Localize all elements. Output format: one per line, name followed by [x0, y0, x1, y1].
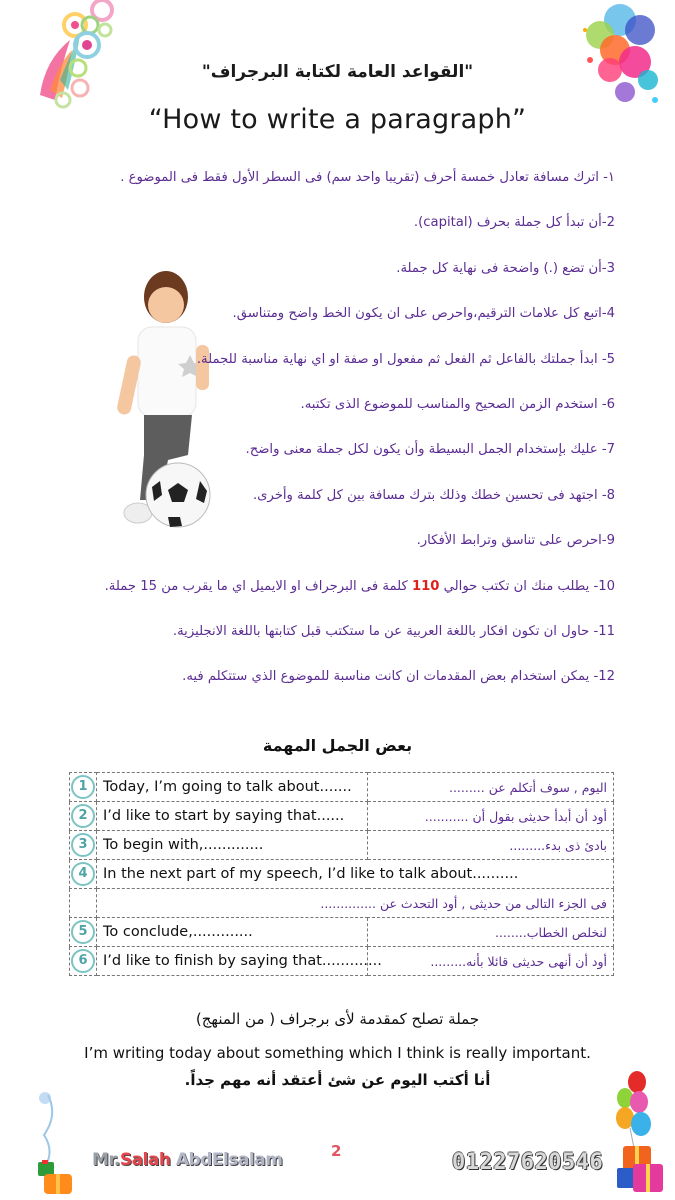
- row-number-badge: 1: [71, 775, 95, 799]
- rule-item: ١- اترك مسافة تعادل خمسة أحرف (تقريبا واحد سم) فى السطر الأول فقط فى الموضوع .: [120, 170, 615, 185]
- phrase-english: To conclude,.............: [97, 918, 368, 947]
- rule-item: 11- حاول ان تكون افكار باللغة العربية عن ما ستكتب قبل كتابتها باللغة الانجليزية.: [172, 623, 615, 639]
- sample-sentence-english: I’m writing today about something which I think is really important.: [84, 1044, 591, 1062]
- rule-item: 7- عليك بإستخدام الجمل البسيطة وأن يكون لكل جملة معنى واضح.: [245, 442, 615, 458]
- table-row: [70, 773, 614, 802]
- rule-item: 6- استخدم الزمن الصحيح والمناسب للموضوع الذى تكتبه.: [300, 396, 615, 412]
- phrase-arabic: بادئ ذى بدء.........: [368, 831, 614, 860]
- row-number-badge: 3: [71, 833, 95, 857]
- phrase-english: In the next part of my speech, I’d like to talk about..........: [97, 860, 614, 889]
- phone-number: 01227620546: [452, 1150, 604, 1175]
- rule-item: 9-احرص على تناسق وترابط الأفكار.: [416, 533, 615, 549]
- sample-intro-title: جملة تصلح كمقدمة لأى برجراف ( من المنهج): [195, 1010, 480, 1028]
- table-row: [70, 918, 614, 947]
- row-number-badge: 5: [71, 920, 95, 944]
- rule-item: 8- اجتهد فى تحسين خطك وذلك بترك مسافة بين كل كلمة وأخرى.: [252, 487, 615, 503]
- paint-splash-top-right-icon: [570, 0, 670, 110]
- page-number: 2: [331, 1142, 342, 1160]
- rule-text: 10- يطلب منك ان تكتب حوالي: [439, 578, 615, 594]
- table-row: [70, 889, 614, 918]
- word-count-highlight: 110: [411, 578, 440, 594]
- rule-item: 5- ابدأ جملتك بالفاعل ثم الفعل ثم مفعول او صفة او اي نهاية مناسبة للجملة.: [196, 351, 615, 367]
- rules-list: [104, 168, 615, 713]
- balloons-gifts-decoration-right-icon: [595, 1068, 675, 1200]
- rule-text: كلمة فى البرجراف او الايميل اي ما يقرب من 15 جملة.: [104, 578, 412, 594]
- phrase-arabic: لنخلص الخطاب........: [368, 918, 614, 947]
- rule-item: [104, 577, 615, 622]
- rule-item: 2-أن تبدأ كل جملة بحرف (capital).: [413, 215, 615, 231]
- table-row: [70, 831, 614, 860]
- row-number-badge: 4: [71, 862, 95, 886]
- rule-item: 4-اتبع كل علامات الترقيم،واحرص على ان يكون الخط واضح ومتناسق.: [232, 306, 615, 322]
- page-title-arabic: "القواعد العامة لكتابة البرجراف": [201, 62, 474, 82]
- gift-balloon-decoration-left-icon: [30, 1090, 80, 1200]
- phrase-arabic: اليوم , سوف أتكلم عن .........: [368, 773, 614, 802]
- author-name: Mr.Salah AbdElsalam: [92, 1150, 283, 1170]
- phrase-english: I’d like to start by saying that......: [97, 802, 368, 831]
- rule-item: 3-أن تضع (.) واضحة فى نهاية كل جملة.: [396, 260, 615, 276]
- page-title-english: “How to write a paragraph”: [148, 104, 527, 135]
- row-number-badge: 2: [71, 804, 95, 828]
- rule-item: 12- يمكن استخدام بعض المقدمات ان كانت مناسبة للموضوع الذي ستتكلم فيه.: [182, 669, 615, 685]
- table-row: [70, 860, 614, 889]
- phrase-arabic: أود أن أنهى حديثى قائلا بأنه.........: [368, 947, 614, 976]
- phrases-table: [69, 772, 614, 976]
- phrase-arabic: فى الجزء التالى من حديثى , أود التحدث عن ..............: [97, 889, 614, 918]
- floral-decoration-top-left-icon: [10, 0, 120, 110]
- table-row: [70, 802, 614, 831]
- phrase-english: Today, I’m going to talk about.......: [97, 773, 368, 802]
- row-number-badge: 6: [71, 949, 95, 973]
- phrase-english: To begin with,.............: [97, 831, 368, 860]
- phrases-section-title: بعض الجمل المهمة: [262, 736, 413, 755]
- phrase-english: I’d like to finish by saying that.............: [97, 947, 368, 976]
- table-row: [70, 947, 614, 976]
- sample-sentence-arabic: أنا أكتب اليوم عن شئ أعتقد أنه مهم جداً.: [184, 1071, 491, 1089]
- phrase-arabic: أود أن أبدأ حديثى بقول أن ...........: [368, 802, 614, 831]
